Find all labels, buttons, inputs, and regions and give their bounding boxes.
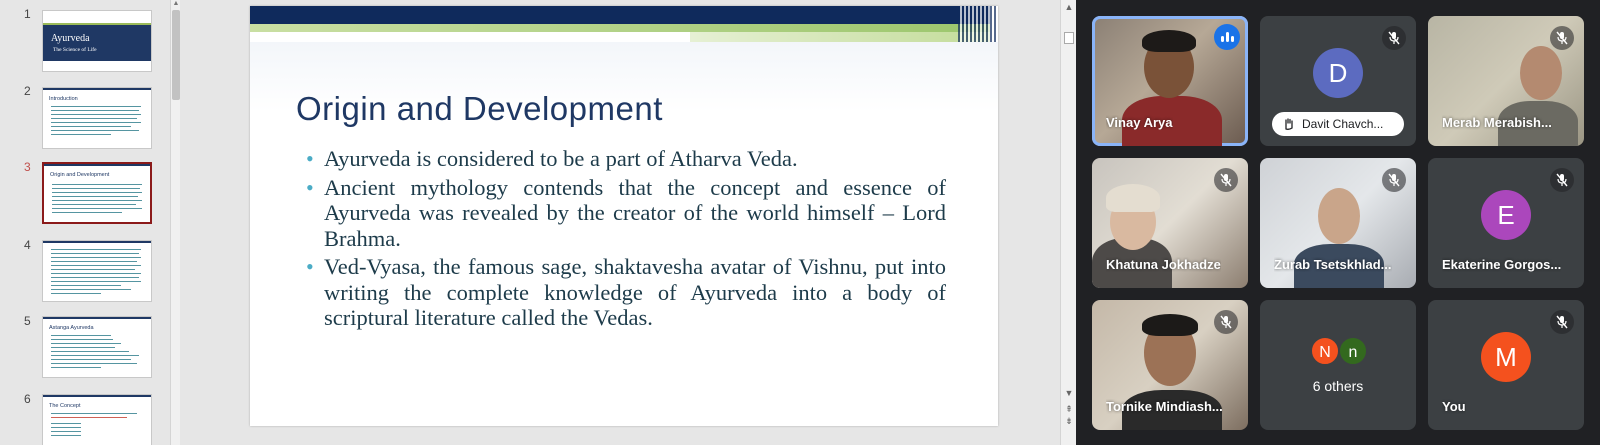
meeting-participant-grid	[1076, 0, 1600, 445]
mic-off-icon	[1214, 168, 1238, 192]
thumbnail-title: Origin and Development	[50, 172, 110, 178]
thumbnail-title: Astanga Ayurveda	[49, 325, 94, 331]
mic-off-icon	[1550, 168, 1574, 192]
participant-tile[interactable]	[1260, 158, 1416, 288]
slide-bullet: • Ved-Vyasa, the famous sage, shaktavesha avatar of Vishnu, put into writing the complete knowledge of Ayurveda into a body of scriptural literature called the Vedas.	[306, 254, 946, 331]
raised-hand-icon	[1282, 117, 1296, 136]
slide-thumbnail-4[interactable]	[42, 240, 152, 302]
next-slide-icon[interactable]: ⇟	[1065, 416, 1073, 426]
participant-name: Zurab Tsetskhlad...	[1274, 257, 1392, 272]
slide-bullet: • Ancient mythology contends that the concept and essence of Ayurveda was revealed by the creator of the world himself – Lord Brahma.	[306, 175, 946, 252]
avatar: N	[1310, 336, 1340, 366]
thumbnail-scrollbar[interactable]	[170, 0, 180, 445]
participant-name: Davit Chavch...	[1302, 117, 1384, 131]
avatar: n	[1338, 336, 1368, 366]
participant-tile[interactable]	[1092, 158, 1248, 288]
participant-name: Tornike Mindiash...	[1106, 399, 1223, 414]
avatar: E	[1481, 190, 1531, 240]
avatar: M	[1481, 332, 1531, 382]
slide-thumbnail-pane	[0, 0, 170, 445]
scroll-up-arrow-icon[interactable]: ▲	[1064, 2, 1074, 12]
slide-thumbnail-1[interactable]	[42, 10, 152, 72]
raised-hand-badge	[1272, 112, 1404, 136]
slide-thumbnail-6[interactable]	[42, 394, 152, 445]
slide-bullet-list[interactable]	[306, 146, 946, 334]
slide-thumbnail-2[interactable]	[42, 87, 152, 149]
previous-slide-icon[interactable]: ⇞	[1065, 404, 1073, 414]
thumbnail-number: 6	[24, 392, 31, 406]
mic-off-icon	[1382, 26, 1406, 50]
mic-off-icon	[1214, 310, 1238, 334]
current-slide[interactable]	[250, 6, 998, 426]
slide-bullet: • Ayurveda is considered to be a part of Atharva Veda.	[306, 146, 946, 172]
thumbnail-title: The Concept	[49, 403, 81, 409]
participant-tile[interactable]	[1092, 16, 1248, 146]
participant-name: Ekaterine Gorgos...	[1442, 257, 1562, 272]
scrollbar-thumb[interactable]	[172, 10, 180, 100]
scroll-up-arrow-icon[interactable]: ▲	[172, 0, 180, 7]
scrollbar-thumb[interactable]	[1064, 32, 1074, 44]
participant-name: You	[1442, 399, 1466, 414]
mic-off-icon	[1550, 310, 1574, 334]
mic-off-icon	[1382, 168, 1406, 192]
mic-off-icon	[1550, 26, 1574, 50]
thumbnail-number: 3	[24, 160, 31, 174]
participant-tile[interactable]	[1428, 16, 1584, 146]
participant-tile[interactable]	[1092, 300, 1248, 430]
participant-tile[interactable]	[1260, 16, 1416, 146]
slide-thumbnail-3[interactable]	[42, 162, 152, 224]
thumbnail-title: Ayurveda	[51, 33, 90, 44]
participant-tile[interactable]	[1428, 158, 1584, 288]
participant-name: Vinay Arya	[1106, 115, 1173, 130]
slide-scrollbar[interactable]	[1060, 0, 1076, 445]
self-tile[interactable]	[1428, 300, 1584, 430]
thumbnail-number: 1	[24, 7, 31, 21]
thumbnail-title: Introduction	[49, 96, 78, 102]
slide-title[interactable]: Origin and Development	[296, 90, 663, 127]
participant-name: Khatuna Jokhadze	[1106, 257, 1221, 272]
slide-thumbnail-5[interactable]	[42, 316, 152, 378]
others-count-label: 6 others	[1312, 378, 1364, 394]
others-avatar-stack	[1310, 336, 1370, 366]
thumbnail-number: 5	[24, 314, 31, 328]
others-tile[interactable]	[1260, 300, 1416, 430]
speaking-indicator-icon	[1214, 24, 1240, 50]
scroll-down-arrow-icon[interactable]: ▼	[1064, 388, 1074, 398]
avatar: D	[1313, 48, 1363, 98]
thumbnail-number: 2	[24, 84, 31, 98]
participant-name: Merab Merabish...	[1442, 115, 1552, 130]
thumbnail-number: 4	[24, 238, 31, 252]
thumbnail-subtitle: The Science of Life	[53, 47, 97, 53]
slide-editing-area	[180, 0, 1060, 445]
